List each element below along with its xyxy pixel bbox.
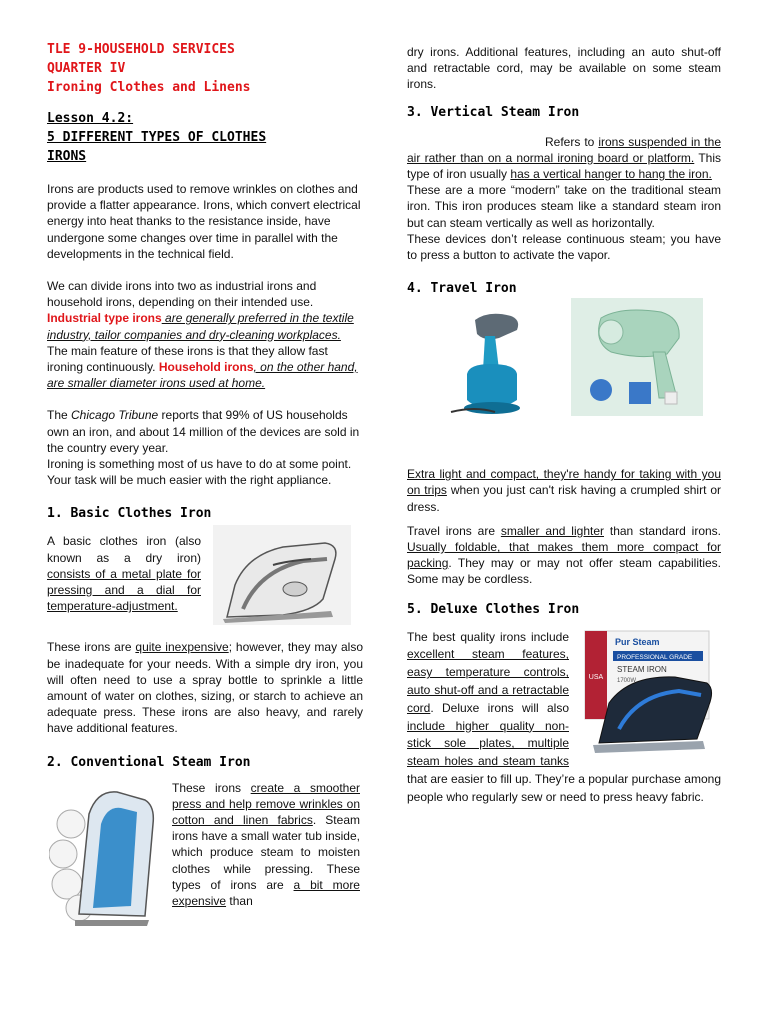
- travel-t2a: Travel irons are: [407, 523, 501, 538]
- vertical-iron-text-3: These devices don’t release continuous steam; you have to press a button to activate the vapor.: [407, 231, 721, 263]
- vertical-t1u: irons suspended in the air rather than on a normal ironing board or platform.: [407, 134, 721, 165]
- vertical-t1u2: has a vertical hanger to hang the iron.: [510, 167, 712, 182]
- travel-t2u: smaller and lighter: [500, 523, 604, 538]
- deluxe-t1c: that are easier to fill up. They’re a popular purchase among people who regularly sew or need to press heavy fabric.: [407, 772, 721, 804]
- basic-iron-details: [47, 639, 363, 736]
- basic-t2b: ; however, they may also be inadequate for your needs. With a simple dry iron, you will often need to use a spray bottle to sprinkle a little amount of water on clothes, sizing, or starch to achieve an adequate press. These irons are also heavy, and rarely have additional features.: [47, 640, 363, 736]
- deluxe-t1u2: include higher quality non-stick sole plates, multiple steam holes and steam tanks: [407, 718, 569, 769]
- course-title: TLE 9-HOUSEHOLD SERVICES: [47, 42, 235, 57]
- industrial-irons-label: Industrial type irons: [47, 311, 162, 326]
- steam-t1u: create a smoother press and help remove wrinkles on cotton and linen fabrics: [172, 780, 360, 828]
- box-product: STEAM IRON: [617, 664, 667, 674]
- basic-iron-image: [213, 525, 351, 625]
- travel-t2u2: Usually foldable, that makes them more compact for packing: [407, 540, 721, 571]
- lesson-title-2: IRONS: [47, 149, 87, 164]
- steam-t1b: . Steam irons have a small water tub inside, which produce steam to moisten clothes while pressing. These types of irons are: [172, 813, 360, 892]
- basic-t2a: These irons are: [47, 640, 136, 655]
- intro-paragraph-3: [47, 407, 363, 456]
- travel-iron-text-2: [407, 523, 721, 588]
- deluxe-t1a: The best quality irons include: [407, 629, 569, 644]
- basic-iron-text: [47, 533, 201, 614]
- p2-text-a: We can divide irons into two as industrial irons: [47, 279, 293, 294]
- lesson-title-1: 5 DIFFERENT TYPES OF CLOTHES: [47, 130, 267, 145]
- basic-t2u: quite inexpensive: [135, 640, 229, 655]
- left-column: [47, 40, 363, 930]
- travel-iron-text-1: [407, 466, 721, 515]
- basic-t1u: consists of a metal plate for pressing and a dial for temperature-adjustment.: [47, 566, 201, 614]
- p2-main: The main feature of these irons is that they allow fast ironing continuously.: [47, 343, 328, 375]
- deluxe-iron-image: [579, 625, 719, 755]
- steam-iron-icon: [49, 784, 159, 928]
- travel-t1b: when you just can't risk having a crumpled shirt or dress.: [407, 483, 721, 514]
- deluxe-iron-block: [407, 629, 721, 807]
- basic-t1: A basic clothes iron (also known as a dry iron): [47, 534, 201, 565]
- steam-t1a: These irons: [172, 780, 251, 795]
- steam-iron-block: [47, 780, 363, 930]
- travel-t1u: Extra light and compact, they're handy for taking with you on trips: [407, 467, 721, 498]
- vertical-t1b: This type of iron usually: [407, 150, 721, 182]
- vertical-iron-text-2: These are a more “modern” take on the traditional steam iron. This iron produces steam like a standard steam iron but can steam vertically as well as horizontally.: [407, 183, 721, 230]
- lesson-heading: [47, 109, 363, 166]
- steam-iron-heading: 2. Conventional Steam Iron: [47, 754, 251, 770]
- box-brand: Pur Steam: [615, 636, 660, 647]
- intro-paragraph-2: [47, 278, 363, 391]
- lesson-number: Lesson 4.2:: [47, 111, 134, 126]
- vertical-iron-heading: 3. Vertical Steam Iron: [407, 104, 580, 120]
- deluxe-t1u: excellent steam features, easy temperature controls, auto shut-off and a retractable cord: [407, 647, 569, 715]
- household-irons-label: Household irons: [158, 360, 254, 375]
- travel-t2c: . They may or may not offer steam capabilities. Some may be cordless.: [407, 556, 721, 587]
- intro-paragraph-1: Irons are products used to remove wrinkles on clothes and provide a flatter appearance. Irons, which convert electrical energy into heat thanks to the resistance inside, have undergone some changes over time in parallel with the developments in the technical field.: [47, 182, 361, 261]
- quarter-label: QUARTER IV: [47, 61, 126, 76]
- steam-iron-text: [172, 780, 360, 910]
- deluxe-steam-iron-icon: [579, 625, 719, 755]
- basic-iron-heading: 1. Basic Clothes Iron: [47, 506, 212, 522]
- box-watt: 1700W: [617, 677, 637, 684]
- right-column: [407, 44, 721, 807]
- usa-badge: USA: [588, 673, 604, 681]
- intro-paragraph-4: Ironing is something most of us have to do at some point. Your task will be much easier with the right appliance.: [47, 457, 352, 488]
- handheld-steamer-icon: [445, 308, 535, 418]
- box-grade: PROFESSIONAL GRADE: [617, 653, 693, 661]
- deluxe-t1b: . Deluxe irons will also: [430, 700, 569, 715]
- travel-iron-images: [407, 302, 721, 460]
- foldable-travel-iron-icon: [571, 298, 703, 416]
- industrial-irons-desc: are generally preferred in the textile industry, tailor companies and dry-cleaning workplaces.: [47, 311, 354, 342]
- steam-t1u2: a bit more expensive: [172, 877, 360, 909]
- p2-text-b: and household irons, depending on their intended use.: [47, 279, 317, 310]
- steam-iron-continued: dry irons. Additional features, including an auto shut-off and retractable cord, may be available on some steam irons.: [407, 45, 721, 92]
- steam-iron-image: [49, 784, 159, 928]
- steam-t1c: than: [226, 894, 253, 909]
- basic-iron-block: [47, 533, 363, 637]
- deluxe-iron-heading: 5. Deluxe Clothes Iron: [407, 601, 580, 617]
- vertical-t1a: Refers to: [545, 134, 599, 149]
- p3-b: reports that 99% of US households own an iron, and about 14 million of the devices are sold in the country every year.: [47, 408, 360, 455]
- travel-iron-heading: 4. Travel Iron: [407, 281, 517, 297]
- travel-iron-image-1: [445, 308, 535, 418]
- dry-iron-icon: [213, 525, 351, 625]
- household-irons-desc: , on the other hand, are smaller diameter irons used at home.: [47, 360, 358, 391]
- travel-iron-image-2: [571, 298, 703, 416]
- chicago-tribune: Chicago Tribune: [71, 408, 159, 423]
- vertical-iron-text-1: [407, 134, 721, 183]
- p3-a: The: [47, 408, 72, 423]
- travel-t2b: than standard irons.: [604, 523, 722, 538]
- topic-title: Ironing Clothes and Linens: [47, 80, 251, 95]
